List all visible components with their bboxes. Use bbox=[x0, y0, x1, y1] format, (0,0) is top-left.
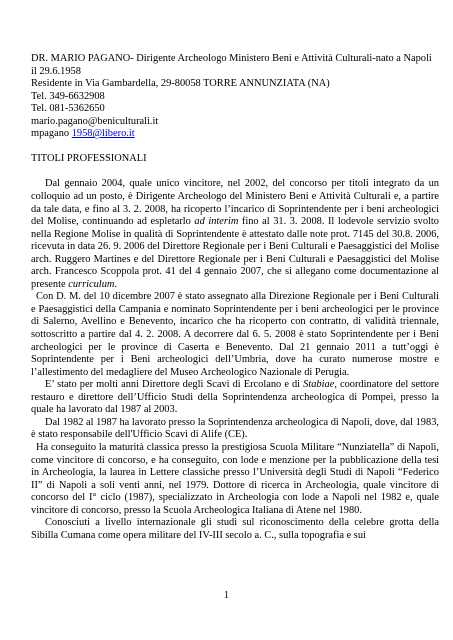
paragraph-3-text-a: E’ stato per molti anni Direttore degli Scavi di Ercolano e di bbox=[45, 379, 304, 391]
paragraph-5: Ha conseguito la maturità classica presso la prestigiosa Scuola Militare “Nunziatella” di Napoli, come vincitore di concorso, e ha conseguito, con lode e menzione per la pubblicazione della tesi in Archeologia, la laurea in Lettere classiche presso l’Università degli Studi di Napoli “Federico II” di Napoli a soli venti anni, nel 1979. Dottore di ricerca in Archeologia, quale vincitore di concorso del I° ciclo (1987), specializzato in Archeologia con lode a Napoli nel 1982 e, quale vincitore di concorso, presso la Scuola Archeologica Italiana di Atene nel 1980. bbox=[31, 441, 439, 516]
header-email-personal bbox=[31, 128, 439, 141]
email-link[interactable]: 1958@libero.it bbox=[71, 128, 135, 140]
header-email-work: mario.pagano@beniculturali.it bbox=[31, 115, 159, 127]
page-number: 1 bbox=[223, 590, 230, 601]
paragraph-1-italic-2: curriculum bbox=[68, 278, 115, 290]
paragraph-6: Conosciuti a livello internazionale gli studi sul riconoscimento della celebre grotta della Sibilla Cumana come opera militare del IV-III secolo a. C., sulla topografia e sui bbox=[31, 517, 439, 541]
paragraph-2: Con D. M. del 10 dicembre 2007 è stato assegnato alla Direzione Regionale per i Beni Culturali e Paesaggistici della Campania e nominato Soprintendente per i beni archeologici per le province di Salerno, Avellino e Benevento, incarico che ha ricoperto con contratto, di validità triennale, sottoscritto a partire dal 4. 2. 2008. A decorrere dal 6. 5. 2008 è stato Soprintendente per i Beni archeologici per le province di Caserta e Benevento. Dal 21 gennaio 2011 a tutt’oggi è Soprintendente per i Beni archeologici dell’Umbria, dove ha curato numerose mostre e l’allestimento del medagliere del Museo Archeologico Nazionale di Perugia. bbox=[31, 291, 439, 378]
document-body bbox=[31, 53, 439, 542]
paragraph-3-text-b: , coordinatore del settore restauro e direttore dell’Ufficio Studi della Soprintendenza archeologica di Pompei, presso la quale ha lavorato dal 1987 al 2003. bbox=[31, 379, 439, 416]
paragraph-3-italic: Stabiae bbox=[303, 379, 335, 391]
paragraph-4: Dal 1982 al 1987 ha lavorato presso la Soprintendenza archeologica di Napoli, dove, dal 1983, è stato responsabile dell'Ufficio Scavi di Alife (CE). bbox=[31, 416, 439, 441]
paragraph-1-text-a: Dal gennaio 2004, quale unico vincitore, nel 2002, del concorso per titoli integrato da un colloquio ad un posto, è Dirigente Archeologo del Ministero Beni e Attività Culturali e, a partire da tale data, e fino al 3. 2. 2008, ha ricoperto l’incarico di Soprintendente per i beni archeologici del Molise, continuando ad espletarlo bbox=[31, 178, 439, 228]
paragraph-1-text-c: . bbox=[114, 278, 118, 290]
header-phone: Tel. 081-5362650 bbox=[31, 103, 105, 115]
header-address-line: Residente in Via Gambardella, 29-80058 TORRE ANNUNZIATA (NA) bbox=[31, 78, 330, 90]
header-mobile-phone: Tel. 349-6632908 bbox=[31, 90, 105, 102]
paragraph-1-text-b: fino al 31. 3. 2008. Il lodevole servizio svolto nella Regione Molise in qualità di Soprintendente è attestato dalle note prot. 7145 del 30.8. 2006, ricevuta in data 26. 9. 2006 del Direttore Regionale per i Beni Culturali e Paesaggistici del Molise arch. Ruggero Martines e del Direttore Regionale per i Beni Culturali e Paesaggistici del Molise arch. Francesco Scoppola prot. 41 del 4 gennaio 2007, che si allegano come documentazione al presente bbox=[31, 216, 439, 290]
paragraph-1 bbox=[31, 178, 439, 291]
paragraph-3 bbox=[31, 379, 439, 417]
section-title: TITOLI PROFESSIONALI bbox=[31, 153, 147, 165]
email-prefix: mpagano bbox=[31, 128, 72, 140]
header-name-line: DR. MARIO PAGANO- Dirigente Archeologo Ministero Beni e Attività Culturali-nato a Napoli il 29.6.1958 bbox=[31, 53, 432, 77]
paragraph-1-italic: ad interim bbox=[194, 216, 239, 228]
